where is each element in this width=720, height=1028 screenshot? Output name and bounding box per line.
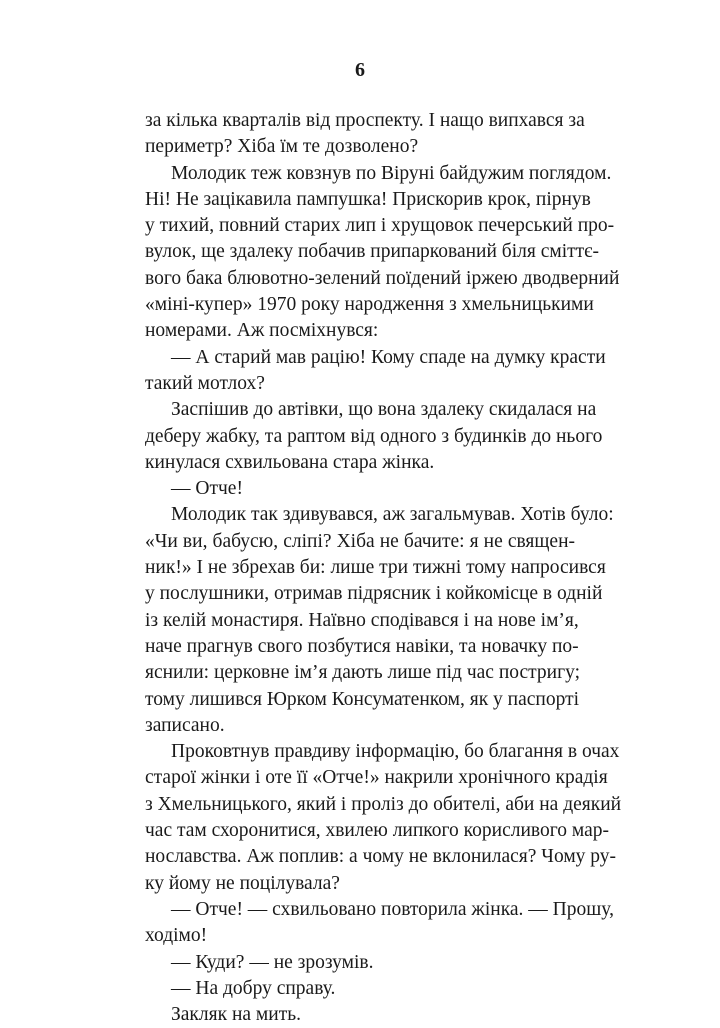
text-line: з Хмельницького, який і проліз до обителі, аби на деякий: [145, 793, 622, 815]
text-line: Молодик теж ковзнув по Віруні байдужим поглядом.: [171, 162, 612, 184]
body-text: [145, 108, 622, 1028]
text-line: у тихий, повний старих лип і хрущовок печерський про-: [145, 215, 615, 237]
text-line: вого бака блювотно-зелений поїдений іржею дводверний: [145, 267, 620, 289]
text-line: — Отче!: [171, 478, 243, 500]
text-line: «міні-купер» 1970 року народження з хмельницькими: [145, 294, 594, 316]
text-line: периметр? Хіба їм те дозволено?: [145, 136, 419, 158]
text-line: «Чи ви, бабусю, сліпі? Хіба не бачите: я не священ-: [145, 530, 575, 552]
page-number: 6: [355, 59, 365, 81]
text-line: кинулася схвильована стара жінка.: [145, 451, 435, 473]
text-line: записано.: [145, 714, 225, 736]
text-line: номерами. Аж посміхнувся:: [145, 320, 379, 342]
text-line: тому лишився Юрком Консуматенком, як у паспорті: [145, 688, 580, 710]
text-line: ку йому не поцілувала?: [145, 872, 340, 894]
text-line: — На добру справу.: [171, 977, 336, 999]
text-line: Заспішив до автівки, що вона здалеку скидалася на: [171, 399, 597, 421]
text-line: за кілька кварталів від проспекту. І нащо випхався за: [145, 110, 585, 131]
text-line: ник!» І не збрехав би: лише три тижні тому напросився: [145, 557, 606, 579]
text-line: час там схоронитися, хвилею липкого корисливого мар-: [145, 820, 609, 842]
text-line: старої жінки і оте її «Отче!» накрили хронічного крадія: [145, 767, 608, 789]
text-line: — Отче! — схвильовано повторила жінка. — Прошу,: [171, 898, 614, 920]
text-line: ходімо!: [145, 925, 208, 947]
text-line: — А старий мав рацію! Кому спаде на думку красти: [171, 346, 606, 368]
text-line: Закляк на мить.: [171, 1004, 301, 1026]
text-line: наче прагнув свого позбутися навіки, та новачку по-: [145, 635, 579, 657]
text-line: яснили: церковне ім’я дають лише під час постригу;: [145, 662, 581, 684]
text-line: Молодик так здивувався, аж загальмував. Хотів було:: [171, 504, 614, 526]
text-line: деберу жабку, та раптом від одного з будинків до нього: [145, 425, 603, 447]
text-line: такий мотлох?: [145, 372, 265, 394]
text-line: у послушники, отримав підрясник і койкомісце в одній: [145, 583, 603, 605]
text-line: — Куди? — не зрозумів.: [171, 951, 374, 973]
text-line: Ні! Не зацікавила пампушка! Прискорив крок, пірнув: [145, 188, 591, 210]
text-line: із келій монастиря. Наївно сподівався і на нове ім’я,: [145, 609, 579, 631]
text-line: Проковтнув правдиву інформацію, бо благання в очах: [171, 741, 620, 763]
text-line: вулок, ще здалеку побачив припаркований біля сміттє-: [145, 241, 600, 263]
text-line: нославства. Аж поплив: а чому не вклонилася? Чому ру-: [145, 846, 617, 868]
